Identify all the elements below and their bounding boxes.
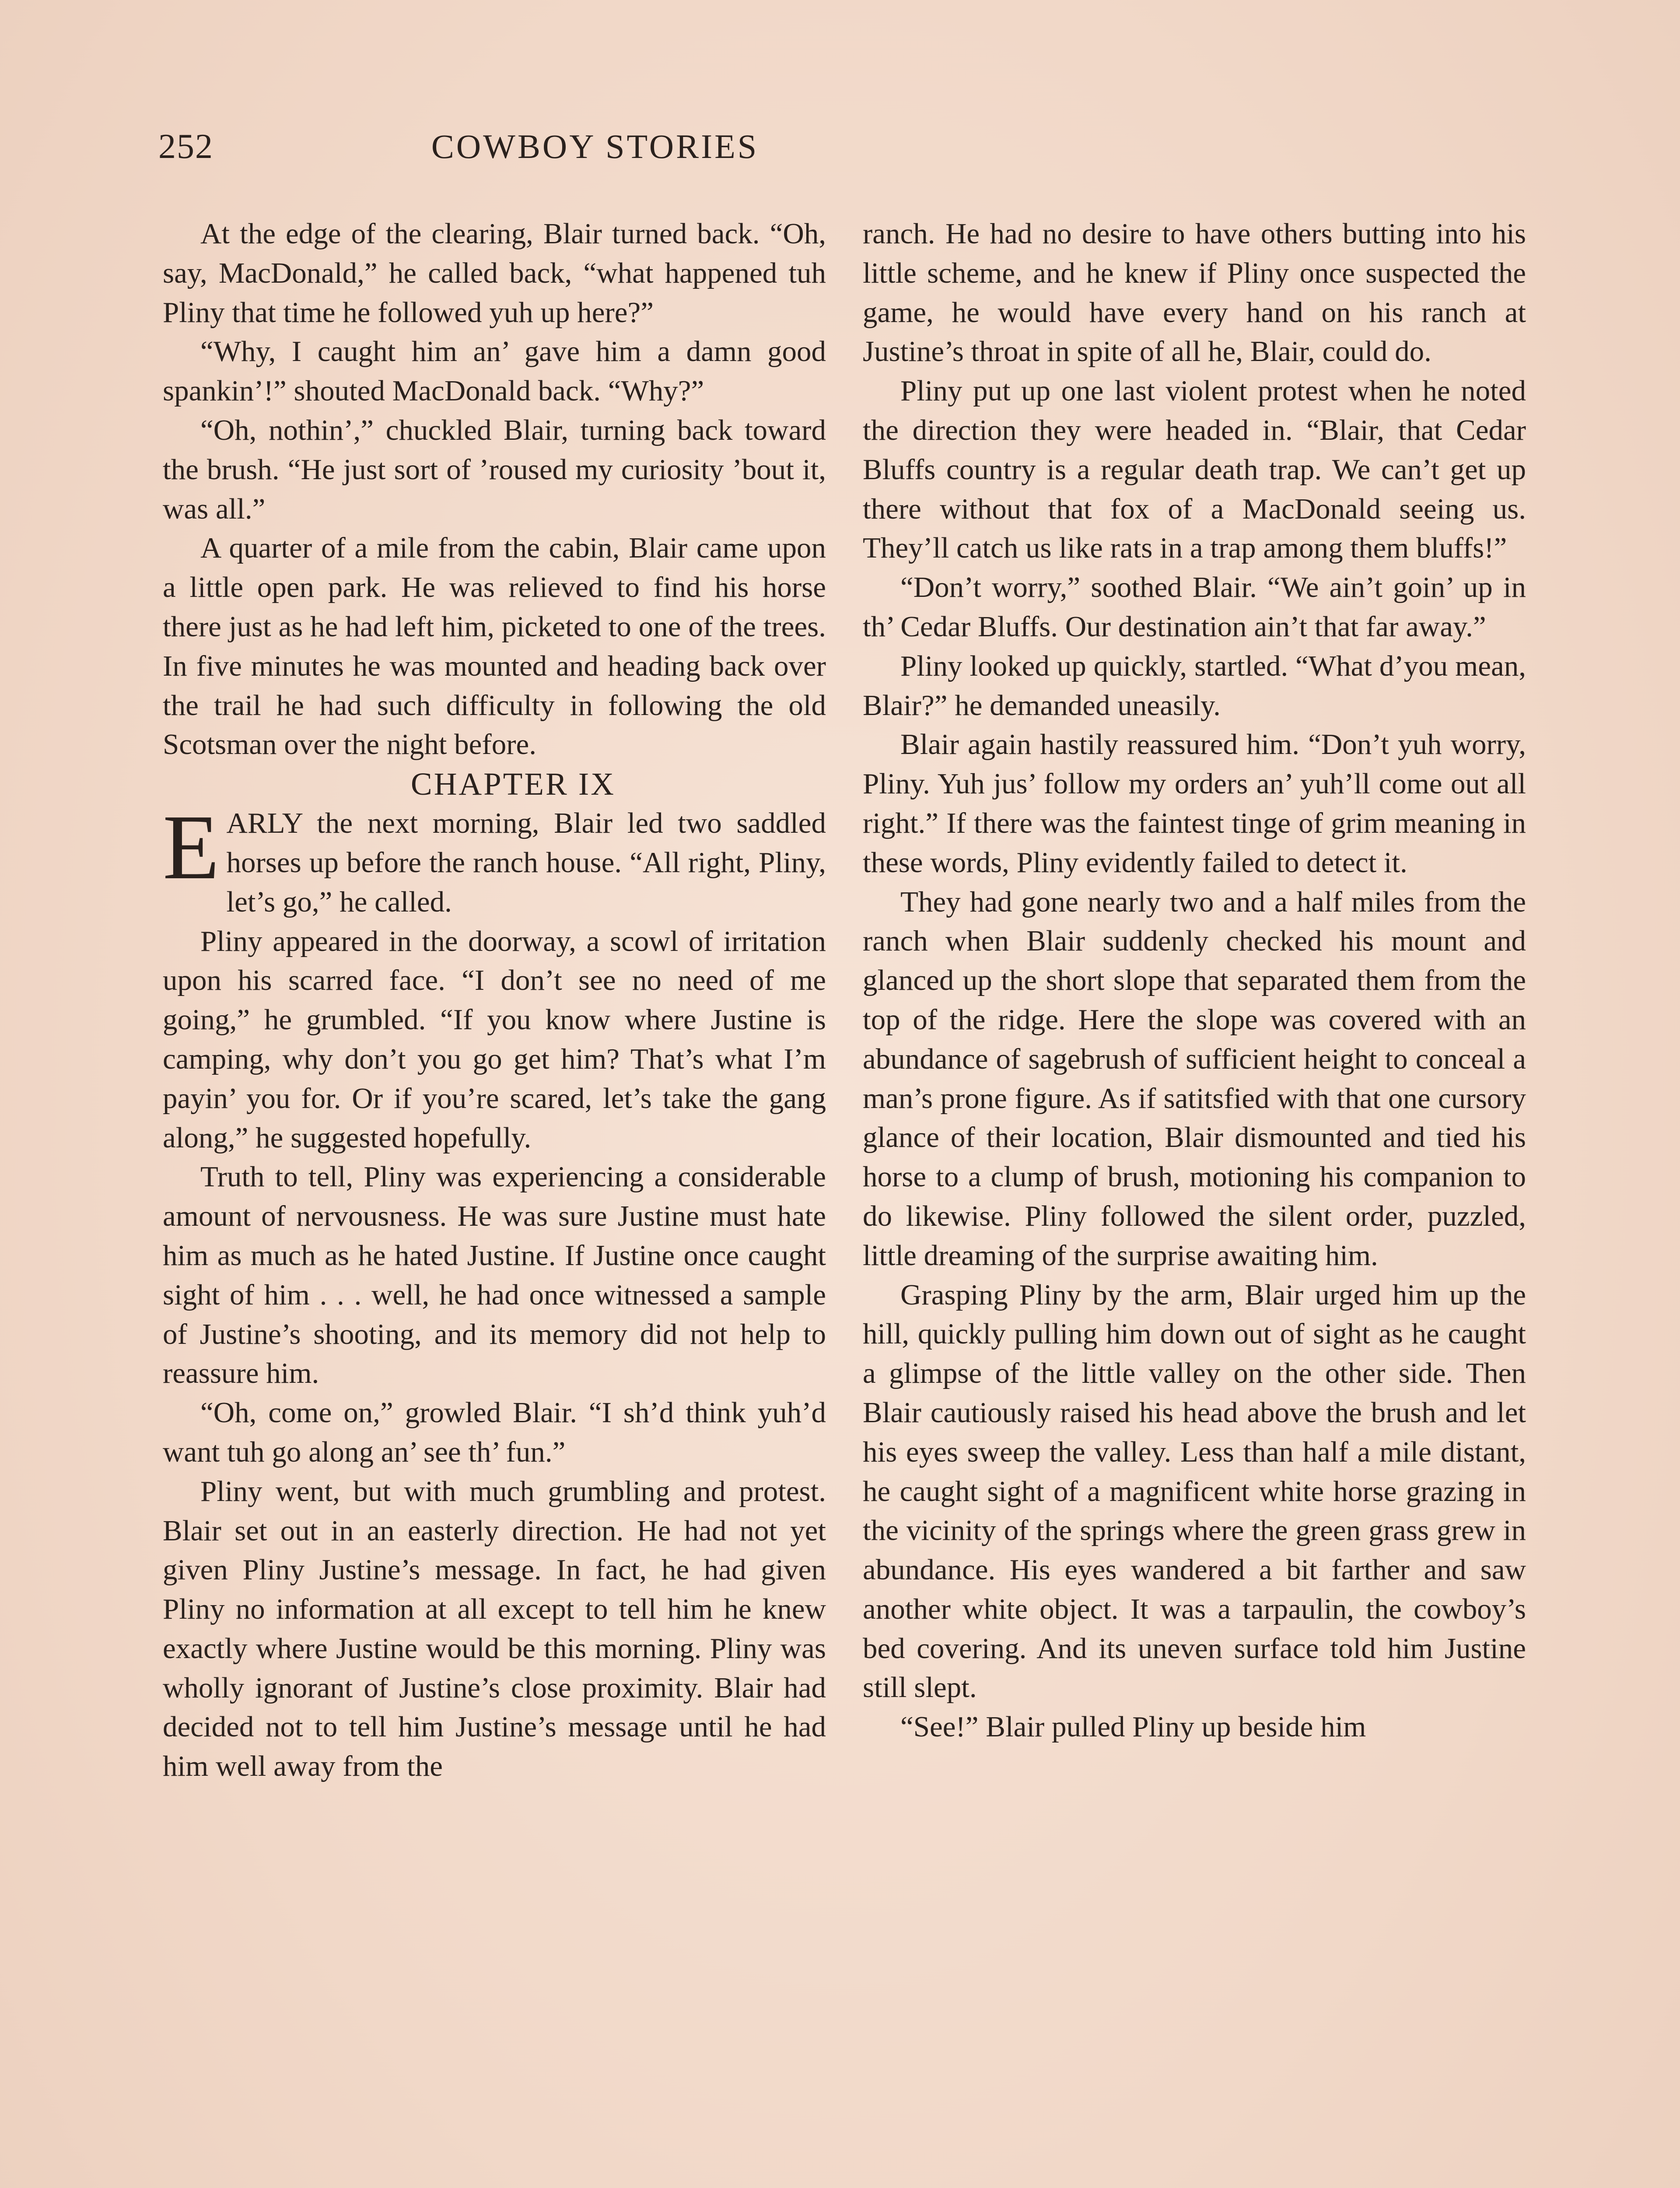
page-number: 252 <box>158 127 214 166</box>
paragraph: “See!” Blair pulled Pliny up beside him <box>900 1711 1366 1743</box>
paragraph: “Oh, nothin’,” chuckled Blair, turning back toward the brush. “He just sort of ’roused my curiosity ’bout it, was all.” <box>163 414 826 525</box>
chapter-opening-paragraph <box>163 796 826 922</box>
paragraph: They had gone nearly two and a half miles from the ranch when Blair suddenly checked his mount and glanced up the short slope that separated them from the top of the ridge. Here the slope was covered with an abundance of sagebrush of sufficient height to conceal a man’s prone figure. As if satitsfied with that one cursory glance of their location, Blair dismounted and tied his horse to a clump of brush, motioning his companion to do likewise. Pliny followed the silent order, puzzled, little dreaming of the surprise awaiting him. <box>863 885 1526 1272</box>
paragraph: A quarter of a mile from the cabin, Blair came upon a little open park. He was relieved to find his horse there just as he had left him, picketed to one of the trees. In five minutes he was mounted and heading back over the trail he had such difficulty in following the old Scotsman over the night before. <box>163 532 826 761</box>
paragraph: Pliny put up one last violent protest when he noted the direction they were headed in. “Blair, that Cedar Bluffs country is a regular death trap. We can’t get up there without that fox of a MacDonald seeing us. They’ll catch us like rats in a trap among them bluffs!” <box>863 375 1526 565</box>
chapter-heading: CHAPTER IX <box>411 766 616 802</box>
paragraph: “Don’t worry,” soothed Blair. “We ain’t goin’ up in th’ Cedar Bluffs. Our destination ain’t that far away.” <box>863 571 1526 643</box>
chapter-opening-text: ARLY the next morning, Blair led two saddled horses up before the ranch house. “All right, Pliny, let’s go,” he called. <box>226 807 826 918</box>
paragraph: ranch. He had no desire to have others butting into his little scheme, and he knew if Pliny once suspected the game, he would have every hand on his ranch at Justine’s throat in spite of all he, Blair, could do. <box>863 217 1526 368</box>
running-title: COWBOY STORIES <box>431 127 759 165</box>
left-column <box>163 214 826 1786</box>
paragraph: “Oh, come on,” growled Blair. “I sh’d think yuh’d want tuh go along an’ see th’ fun.” <box>163 1396 826 1468</box>
drop-cap: E <box>163 796 220 899</box>
paragraph: Truth to tell, Pliny was experiencing a considerable amount of nervousness. He was sure Justine must hate him as much as he hated Justine. If Justine once caught sight of him . . . well, he had once witnessed a sample of Justine’s shooting, and its memory did not help to reassure him. <box>163 1161 826 1390</box>
paragraph: Pliny appeared in the doorway, a scowl of irritation upon his scarred face. “I don’t see no need of me going,” he grumbled. “If you know where Justine is camping, why don’t you go get him? That’s what I’m payin’ you for. Or if you’re scared, let’s take the gang along,” he suggested hopefully. <box>163 925 826 1154</box>
right-column <box>863 214 1526 1747</box>
paragraph: “Why, I caught him an’ gave him a damn good spankin’!” shouted MacDonald back. “Why?” <box>163 335 826 407</box>
paragraph: Blair again hastily reassured him. “Don’t yuh worry, Pliny. Yuh jus’ follow my orders an’ yuh’ll come out all right.” If there was the faintest tinge of grim meaning in these words, Pliny evidently failed to detect it. <box>863 728 1526 879</box>
paragraph: Pliny looked up quickly, startled. “What d’you mean, Blair?” he demanded uneasily. <box>863 649 1526 722</box>
paragraph: Pliny went, but with much grumbling and protest. Blair set out in an easterly direction. He had not yet given Pliny Justine’s message. In fact, he had given Pliny no information at all except to tell him he knew exactly where Justine would be this morning. Pliny was wholly ignorant of Justine’s close proximity. Blair had decided not to tell him Justine’s message until he had him well away from the <box>163 1475 826 1783</box>
paragraph: Grasping Pliny by the arm, Blair urged him up the hill, quickly pulling him down out of sight as he caught a glimpse of the little valley on the other side. Then Blair cautiously raised his head above the brush and let his eyes sweep the valley. Less than half a mile distant, he caught sight of a magnificent white horse grazing in the vicinity of the springs where the green grass grew in abundance. His eyes wandered a bit farther and saw another white object. It was a tarpaulin, the cowboy’s bed covering. And its uneven surface told him Justine still slept. <box>863 1278 1526 1704</box>
running-head <box>158 127 1032 175</box>
paragraph: At the edge of the clearing, Blair turned back. “Oh, say, MacDonald,” he called back, “what happened tuh Pliny that time he followed yuh up here?” <box>163 217 826 329</box>
